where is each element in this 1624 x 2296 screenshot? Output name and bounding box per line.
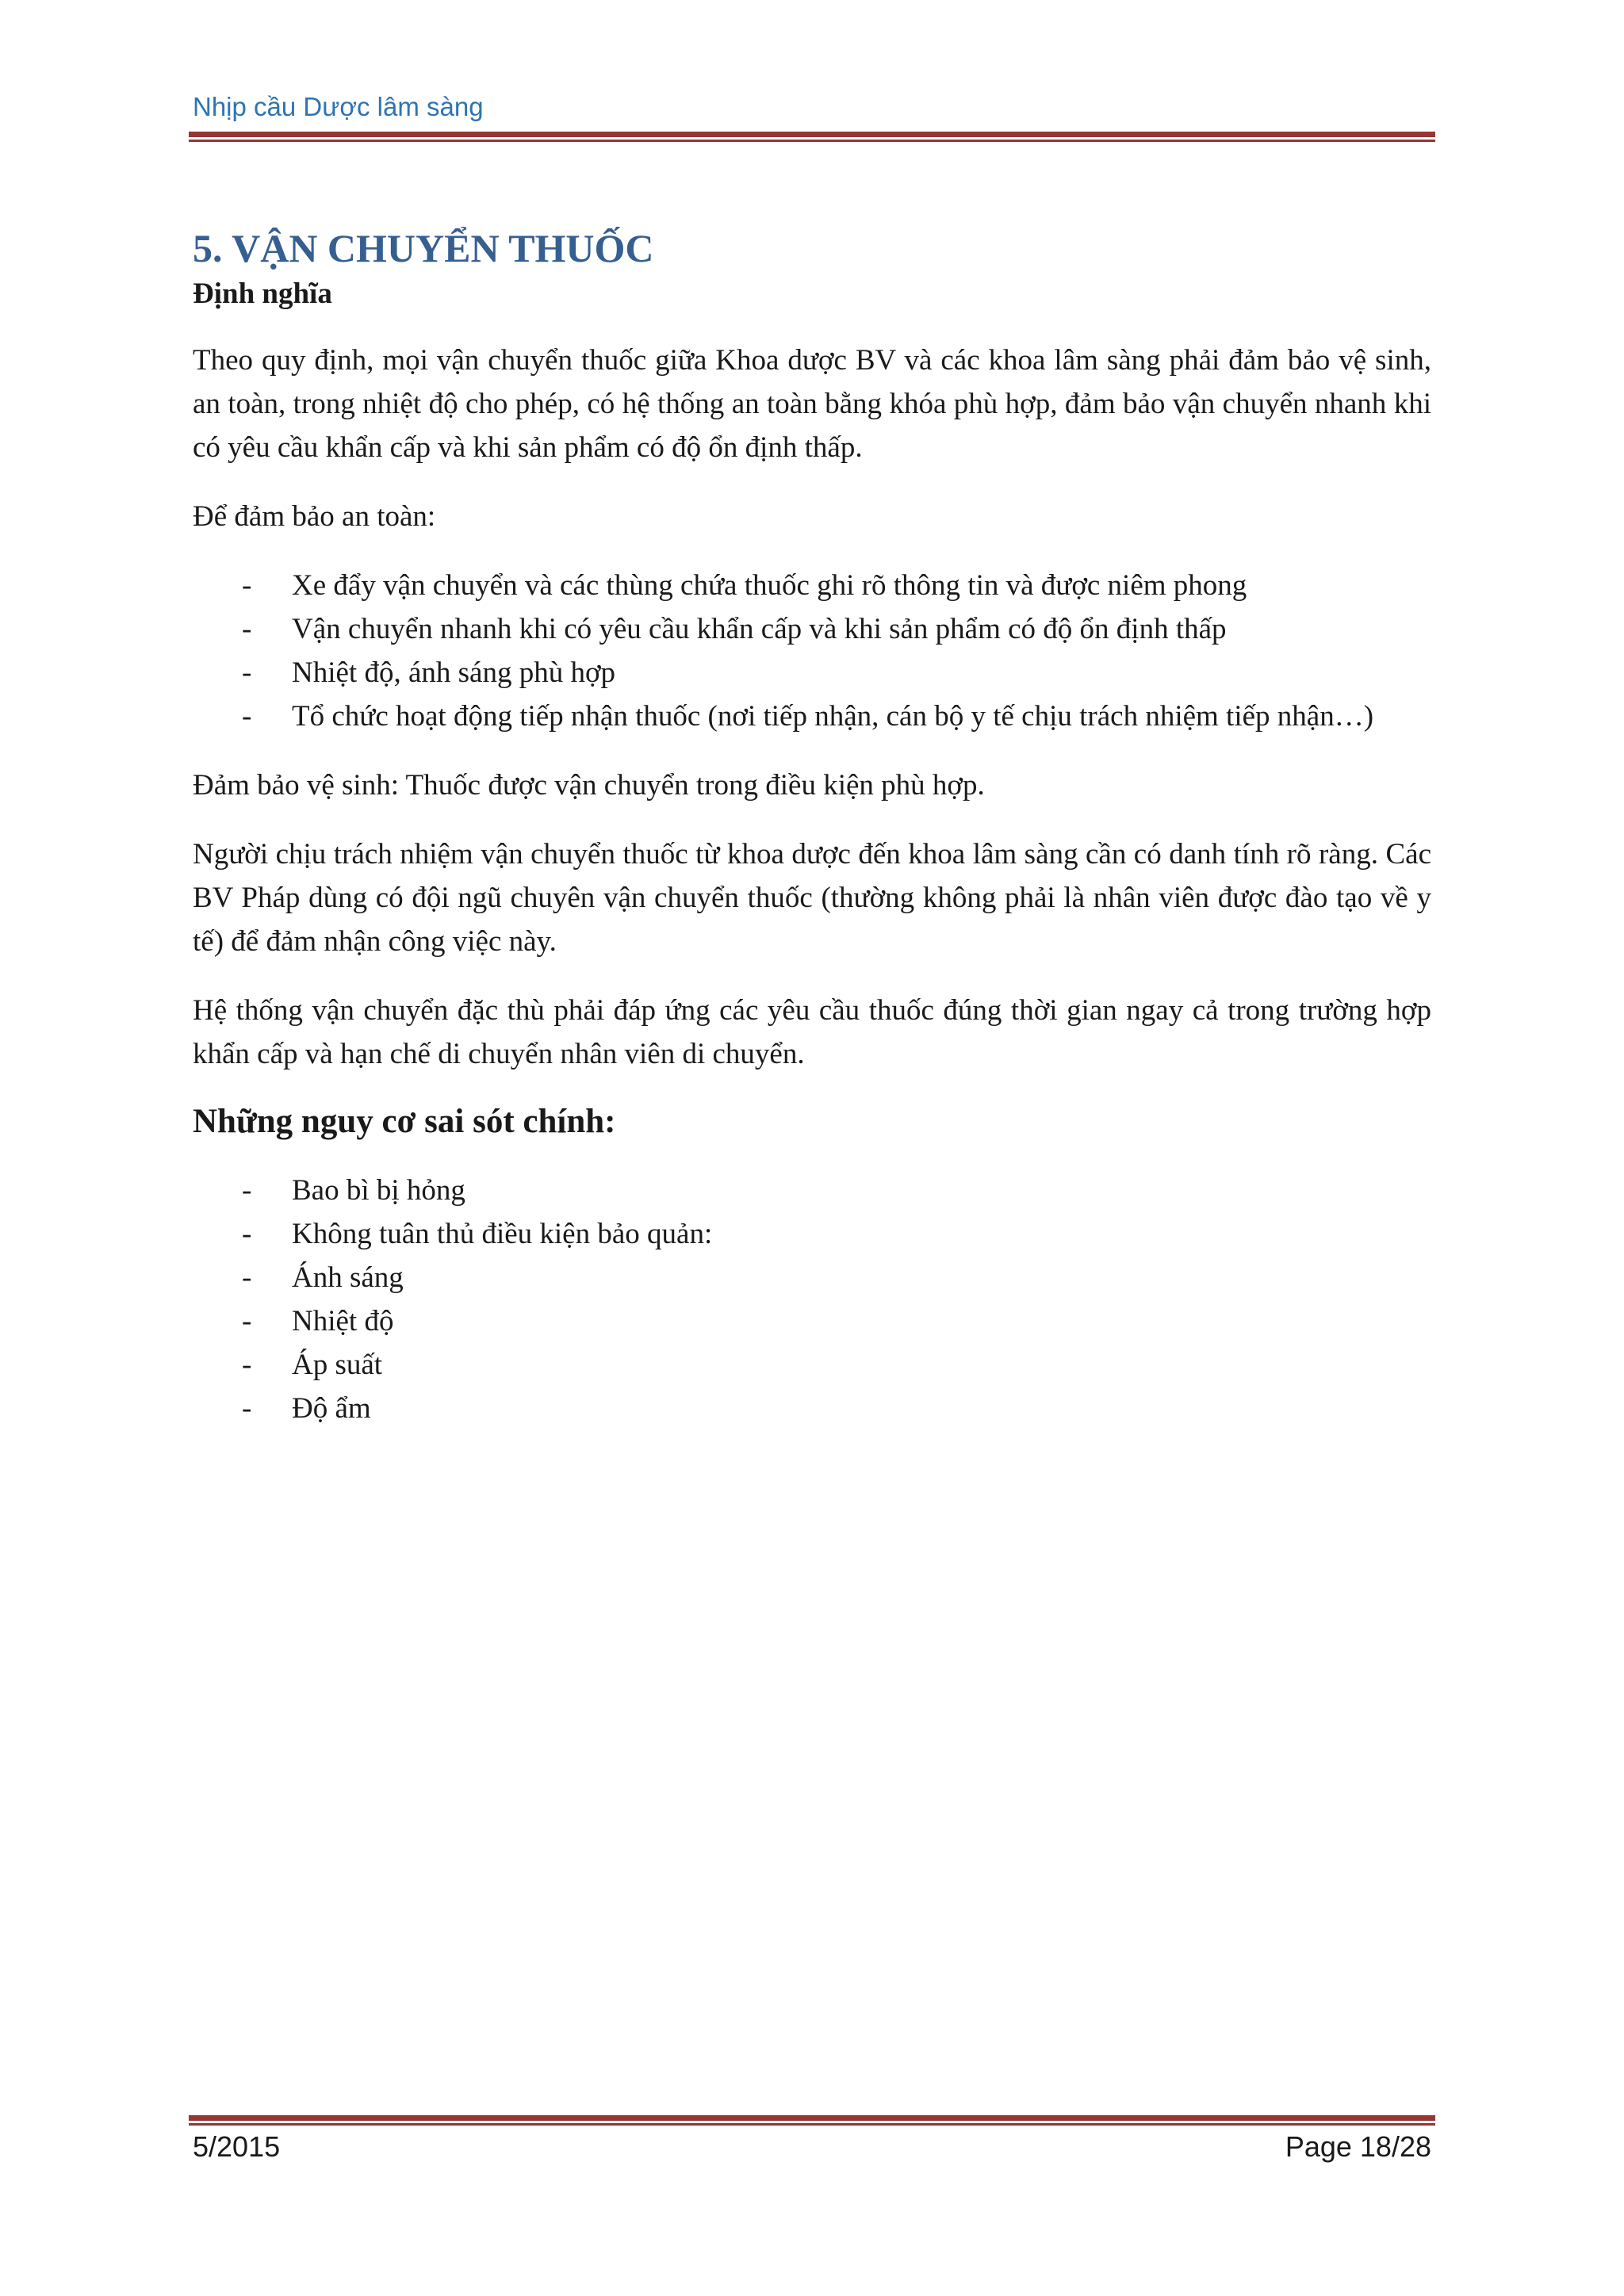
dash-bullet-icon: - [242, 1349, 252, 1382]
responsible-paragraph: Người chịu trách nhiệm vận chuyển thuốc từ khoa dược đến khoa lâm sàng cần có danh tính rõ ràng. Các BV Pháp dùng có đội ngũ chuyên vận chuyển thuốc (thường không phải là nhân viên được đào tạo về y tế) để đảm nhận công việc này. [193, 837, 1431, 958]
definition-paragraph: Theo quy định, mọi vận chuyển thuốc giữa Khoa dược BV và các khoa lâm sàng phải đảm bảo vệ sinh, an toàn, trong nhiệt độ cho phép, có hệ thống an toàn bằng khóa phù hợp, đảm bảo vận chuyển nhanh khi có yêu cầu khẩn cấp và khi sản phẩm có độ ổn định thấp. [193, 343, 1431, 464]
list-item: - Không tuân thủ điều kiện bảo quản: [193, 1212, 1431, 1256]
list-item: - Xe đẩy vận chuyển và các thùng chứa thuốc ghi rõ thông tin và được niêm phong [193, 564, 1431, 607]
dash-bullet-icon: - [242, 699, 252, 733]
list-item: - Vận chuyển nhanh khi có yêu cầu khẩn cấp và khi sản phẩm có độ ổn định thấp [193, 607, 1431, 651]
footer-rule [189, 2115, 1435, 2126]
list-item: - Nhiệt độ [193, 1299, 1431, 1343]
dash-bullet-icon: - [242, 612, 252, 645]
section-heading: 5. VẬN CHUYỂN THUỐC [193, 226, 654, 270]
running-header-title: Nhịp cầu Dược lâm sàng [193, 92, 484, 121]
page-content [193, 226, 1431, 1430]
system-paragraph: Hệ thống vận chuyển đặc thù phải đáp ứng các yêu cầu thuốc đúng thời gian ngay cả trong trường hợp khẩn cấp và hạn chế di chuyển nhân viên di chuyển. [193, 993, 1431, 1070]
list-item: - Tổ chức hoạt động tiếp nhận thuốc (nơi tiếp nhận, cán bộ y tế chịu trách nhiệm tiếp nhận…) [193, 695, 1431, 738]
risk-heading: Những nguy cơ sai sót chính: [193, 1102, 616, 1140]
hygiene-paragraph: Đảm bảo vệ sinh: Thuốc được vận chuyển trong điều kiện phù hợp. [193, 768, 985, 802]
list-item: - Áp suất [193, 1343, 1431, 1387]
safety-list [193, 564, 1431, 738]
list-item: - Độ ẩm [193, 1387, 1431, 1430]
dash-bullet-icon: - [242, 1218, 252, 1251]
risk-list [193, 1169, 1431, 1430]
definition-subheading: Định nghĩa [193, 277, 332, 310]
list-item: - Bao bì bị hỏng [193, 1169, 1431, 1212]
list-item: - Nhiệt độ, ánh sáng phù hợp [193, 651, 1431, 695]
safety-intro: Để đảm bảo an toàn: [193, 499, 436, 533]
dash-bullet-icon: - [242, 656, 252, 689]
dash-bullet-icon: - [242, 1261, 252, 1295]
footer-date: 5/2015 [193, 2130, 281, 2163]
dash-bullet-icon: - [242, 1392, 252, 1425]
dash-bullet-icon: - [242, 1305, 252, 1338]
dash-bullet-icon: - [242, 568, 252, 602]
list-item: - Ánh sáng [193, 1256, 1431, 1299]
footer-page-number: Page 18/28 [1285, 2130, 1431, 2163]
header-rule [189, 132, 1435, 142]
dash-bullet-icon: - [242, 1174, 252, 1207]
